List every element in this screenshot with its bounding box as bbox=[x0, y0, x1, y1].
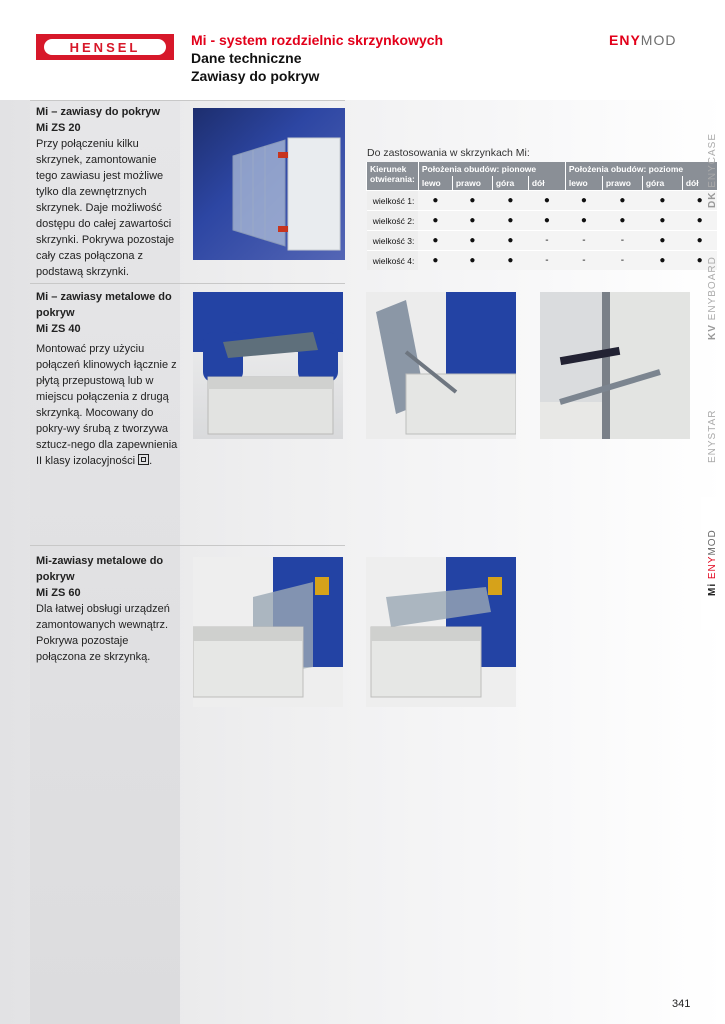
section-mi-zs20: Mi – zawiasy do pokryw Mi ZS 20 Przy połączeniu kilku skrzynek, zamontowanie tego zawiasu jest możliwe tylko dla zewnętrznych skrzynek. Daje możliwość dostępu do całej zawartości skrzynki. Pokrywa pozostaje cały czas połączona z podstawą skrzynki. bbox=[36, 106, 175, 278]
photo-mi-zs20 bbox=[193, 108, 345, 260]
table-header-horizontal: Położenia obudów: poziome bbox=[565, 162, 717, 176]
photo-mi-zs40-1 bbox=[193, 292, 343, 439]
page-number: 341 bbox=[672, 998, 691, 1010]
divider bbox=[30, 283, 345, 284]
sidebar-tab-mi[interactable]: Mi ENYMOD bbox=[707, 529, 718, 596]
table-header-vertical: Położenia obudów: pionowe bbox=[418, 162, 565, 176]
section-mi-zs40: Mi – zawiasy metalowe do pokryw Mi ZS 40 Montować przy użyciu połączeń klinowych łącznie z płytą przepustową lub w miejscu połączenia z drugą skrzynką. Mocowany do pokry-wy śrubą z tworzywa sztucz-nego dla zapewnienia II klasy izolacyjności . bbox=[36, 291, 178, 467]
insulation-class-icon bbox=[138, 454, 149, 465]
photo-mi-zs60-2 bbox=[366, 557, 516, 707]
table-row: wielkość 4: ● ● ● - - - ● ● bbox=[367, 251, 717, 271]
compatibility-table bbox=[366, 162, 717, 270]
table-caption: Do zastosowania w skrzynkach Mi: bbox=[367, 147, 530, 159]
table-subheader: dół bbox=[528, 176, 565, 191]
photo-mi-zs60-1 bbox=[193, 557, 343, 707]
table-subheader: prawo bbox=[452, 176, 492, 191]
table-subheader: prawo bbox=[602, 176, 642, 191]
table-row: wielkość 1: ● ● ● ● ● ● ● ● bbox=[367, 191, 717, 211]
table-header-direction: Kierunek otwierania: bbox=[367, 162, 419, 191]
sidebar-tab-enystar[interactable]: ENYSTAR bbox=[707, 409, 718, 463]
table-row: wielkość 2: ● ● ● ● ● ● ● ● bbox=[367, 211, 717, 231]
table-subheader: lewo bbox=[418, 176, 452, 191]
table-subheader: góra bbox=[492, 176, 528, 191]
table-subheader: góra bbox=[642, 176, 682, 191]
section-mi-zs60: Mi-zawiasy metalowe do pokryw Mi ZS 60 Dla łatwej obsługi urządzeń zamontowanych wewnątrz. Pokrywa pozostaje połączona ze skrzynką. bbox=[36, 555, 170, 663]
sidebar-tab-kv[interactable]: KV ENYBOARD bbox=[707, 256, 718, 340]
page-subtitle-2: Zawiasy do pokryw bbox=[191, 68, 320, 84]
divider bbox=[30, 100, 345, 101]
table-row: wielkość 3: ● ● ● - - - ● ● bbox=[367, 231, 717, 251]
hensel-logo: HENSEL bbox=[36, 34, 174, 60]
table-subheader: dół bbox=[682, 176, 717, 191]
page-title: Mi - system rozdzielnic skrzynkowych bbox=[191, 32, 444, 48]
table-subheader: lewo bbox=[565, 176, 602, 191]
page-subtitle: Dane techniczne bbox=[191, 50, 302, 66]
enymod-brand: ENYMOD bbox=[609, 32, 677, 48]
sidebar-tab-dk[interactable]: DK ENYCASE bbox=[707, 132, 718, 208]
divider bbox=[30, 545, 345, 546]
photo-mi-zs40-3 bbox=[540, 292, 690, 439]
photo-mi-zs40-2 bbox=[366, 292, 516, 439]
